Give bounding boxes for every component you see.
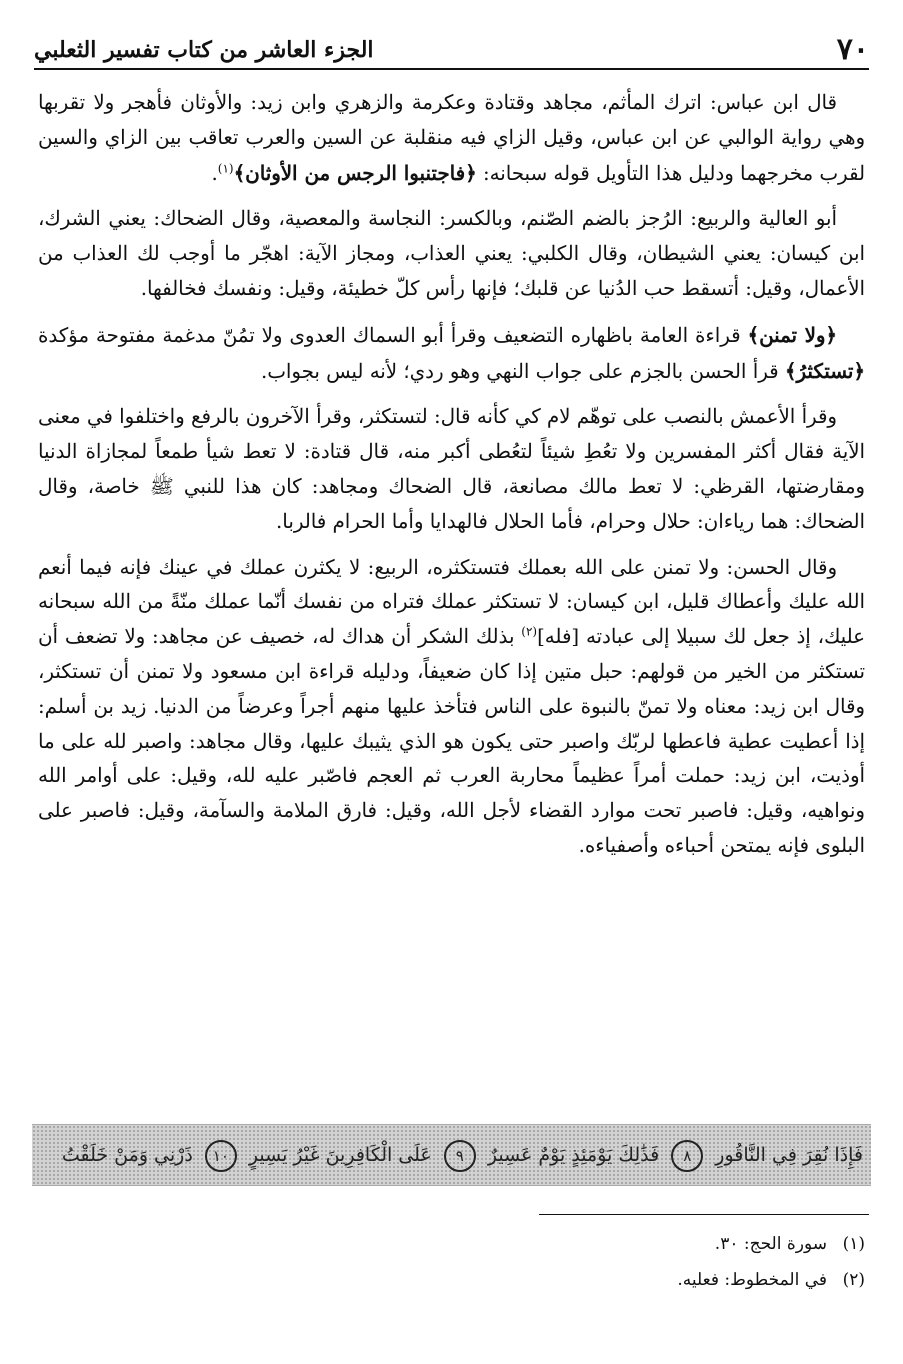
verse-number-icon: ١٠ [205, 1140, 237, 1172]
paragraph-5 [38, 551, 865, 864]
footnote-ref-1: (١) [217, 161, 234, 175]
verse-9: فَذَٰلِكَ يَوْمَئِذٍ يَوْمٌ عَسِيرٌ [487, 1144, 660, 1166]
quran-verse-band [32, 1124, 871, 1186]
paragraph-text: بذلك الشكر أن هداك له، خصيف عن مجاهد: ولا تضعف أن تستكثر من الخير من قولهم: حبل متين إذا كان ضعيفاً، ودليله قراءة ابن مسعود ولا تمنن أن تستكثر، وقال ابن زيد: معناه ولا تمنّ بالنبوة على الناس فتأخذ عليها منهم أجراً وعرضاً من الدنيا. زيد بن أسلم: إذا أعطيت عطية فاعطها لربّك واصبر حتى يكون هو الذي يثيبك عليها، وقال مجاهد: واصبر لله على ما أوذيت، ابن زيد: حملت أمراً عظيماً محاربة العرب ثم العجم فاصّبر عليه لله، وقيل: على أوامر الله ونواهيه، وقيل: فاصبر تحت موارد القضاء لأجل الله، وقيل: فارق الملامة والسآمة، وقيل: فاصبر على البلوى فإنه يمتحن أحباءه وأصفياءه. [38, 625, 865, 857]
footnote-text: في المخطوط: فعليه. [677, 1270, 827, 1290]
verse-10: عَلَى الْكَافِرِينَ غَيْرُ يَسِيرٍ [248, 1144, 432, 1166]
footnote-text: سورة الحج: ٣٠. [714, 1234, 827, 1254]
verse-number-icon: ٨ [671, 1140, 703, 1172]
quran-quote: ﴿فاجتنبوا الرجس من الأوثان﴾ [233, 160, 477, 185]
paragraph-text: قرأ الحسن بالجزم على جواب النهي وهو ردي؛ لأنه ليس بجواب. [261, 359, 785, 383]
paragraph-4 [38, 400, 865, 539]
footnote-rule [539, 1214, 869, 1215]
verse-11: ذَرْنِي وَمَنْ خَلَقْتُ [61, 1144, 193, 1166]
footnote-2 [38, 1262, 865, 1298]
page-header [34, 28, 869, 68]
footnote-ref-2: (٢) [521, 624, 538, 639]
page-number: ٧٠ [836, 32, 869, 67]
footnote-number: (١) [842, 1234, 865, 1254]
footnote-1 [38, 1226, 865, 1262]
paragraph-text: . [211, 161, 218, 185]
quran-verses [40, 1135, 863, 1175]
quran-quote: ﴿تستكثرُ﴾ [784, 358, 865, 383]
footnote-number: (٢) [842, 1270, 865, 1290]
paragraph-text: أبو العالية والربيع: الرُجز بالضم الصّنم، وبالكسر: النجاسة والمعصية، وقال الضحاك: يعني الشرك، ابن كيسان: يعني الشيطان، وقال الكلبي: يعني العذاب، ومجاز الآية: اهجّر ما أوجب لك العذاب من الأعمال، وقيل: أتسقط حب الدُنيا عن قلبك؛ فإنها رأس كلّ خطيئة، وقيل: ونفسك فخالفها. [38, 207, 865, 300]
paragraph-3 [38, 318, 865, 390]
paragraph-1 [38, 86, 865, 191]
body-text [38, 86, 865, 875]
paragraph-text: قال ابن عباس: اترك المأثم، مجاهد وقتادة وعكرمة والزهري وابن زيد: والأوثان فأهجر ولا تقربها وهي رواية الوالبي عن ابن عباس، وقيل الزاي فيه منقلبة عن السين والعرب تعاقب بين الزاي والسين لقرب مخرجهما ودليل هذا التأويل قوله سبحانه: [38, 91, 865, 185]
paragraph-text: قراءة العامة باظهاره التضعيف وقرأ أبو السماك العدوى ولا تمُنّ مدغمة مفتوحة مؤكدة [38, 323, 748, 347]
verse-8: فَإِذَا نُقِرَ فِي النَّاقُورِ [715, 1144, 863, 1166]
paragraph-text: وقرأ الأعمش بالنصب على توهّم لام كي كأنه قال: لتستكثر، وقرأ الآخرون بالرفع واختلفوا في معنى الآية فقال أكثر المفسرين ولا تعُطِ شيئاً لتعُطى أكبر منه، قال قتادة: لا تعط شيأ طمعاً لمجازاة الدنيا ومقارضتها، القرظي: لا تعط مالك مصانعة، قال الضحاك ومجاهد: كان هذا للنبي ﷺ خاصة، وقال الضحاك: هما رياءان: حلال وحرام، فأما الحلال فالهدايا وأما الحرام فالربا. [38, 405, 865, 533]
header-rule [34, 68, 869, 70]
paragraph-text: وقال الحسن: ولا تمنن على الله بعملك فتستكثره، الربيع: لا يكثرن عملك في عينك فإنه فيما أنعم الله عليك وأعطاك قليل، ابن كيسان: لا تستكثر عملك فتراه من نفسك أنّما عملك منّةً من الله سبحانه عليك، إذ جعل لك سبيلا إلى عبادته [فله] [38, 555, 865, 649]
verse-number-icon: ٩ [444, 1140, 476, 1172]
quran-quote: ﴿ولا تمنن﴾ [747, 322, 837, 347]
footnotes [38, 1226, 865, 1298]
paragraph-2 [38, 202, 865, 306]
running-title: الجزء العاشر من كتاب تفسير الثعلبي [34, 37, 374, 63]
